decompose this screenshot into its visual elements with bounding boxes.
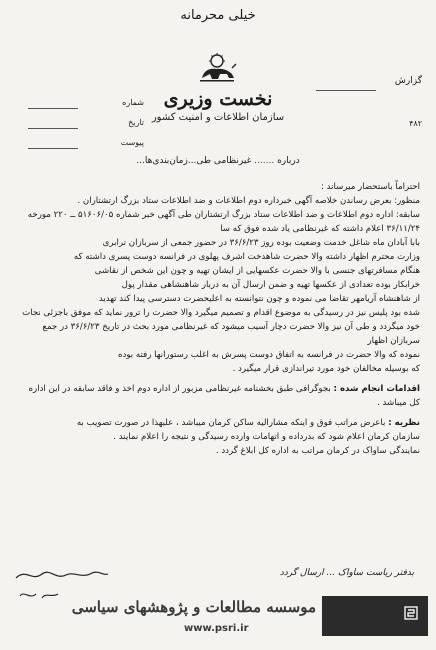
opening-line: احتراماً باستحضار میرساند : bbox=[321, 182, 420, 192]
body-line: که بوسیله مخالفان خود مورد تیراندازی قرار میگیرد . bbox=[232, 364, 420, 374]
actions-section bbox=[16, 382, 420, 410]
handwritten-note: بدفتر ریاست ساواک ... ارسال گردد bbox=[279, 568, 414, 578]
opinion-line: باعرض مراتب فوق و اینکه مشارالیه ساکن کرمان میباشد ، علیهذا در صورت تصویب به bbox=[76, 418, 386, 428]
report-field-line bbox=[316, 90, 376, 91]
date-label: تاریخ bbox=[128, 118, 144, 127]
body-line: نموده که والا حضرت در فرانسه به اتفاق دوست پسرش به اغلب رستورانها رفته بوده bbox=[118, 350, 420, 360]
body-line: منظور: بعرض رساندن خلاصه آگهی خبرداره دوم اطلاعات و ضد اطلاعات ستاد بزرگ ارتشتاران . bbox=[77, 196, 420, 206]
report-label: گزارش bbox=[394, 76, 422, 86]
body-line: سابقه: اداره دوم اطلاعات و ضد اطلاعات ستاد بزرگ ارتشتاران طی آگهی خبر شماره ۵۱۶۰۶/۰۵ ــ ۲۲۰ مورخه ۳۶/۱۱/۲۴ اعلام داشته که غیرنظامی یاد شده فوق که سا bbox=[27, 210, 420, 234]
body-line: وزارت محترم اظهار داشته والا حضرت شاهدخت اشرف پهلوی در فرانسه دوست پسری داشته که bbox=[73, 252, 420, 262]
document-number: ۴۸۲ bbox=[409, 119, 422, 128]
classification-stamp: خیلی محرمانه bbox=[180, 8, 256, 23]
watermark-institute-name: موسسه مطالعات و پژوهشهای سیاسی bbox=[71, 598, 316, 616]
organization-name: سازمان اطلاعات و امنیت کشور bbox=[151, 112, 285, 123]
opinion-label: نظریه : bbox=[388, 418, 420, 428]
opinion-line: نمایندگی ساواک در کرمان مراتب به اداره کل ابلاغ گردد . bbox=[215, 446, 420, 456]
body-line: خرابکار بوده تعدادی از عکسها تهیه و ضمن ارسال آن به دربار شاهنشاهی مقدار پول bbox=[121, 280, 420, 290]
body-line: شده بود پلیس نیز در رسیدگی به موضوع اقدام و تصمیم میگیرد والا حضرت را ترور نماید که موفق باجزئی نجات bbox=[22, 308, 420, 318]
institute-logo-icon bbox=[404, 606, 418, 620]
topic-prefix: درباره bbox=[277, 156, 300, 166]
watermark-url[interactable]: www.psri.ir bbox=[184, 623, 249, 634]
opinion-line: سازمان کرمان اعلام شود که بدرداده و اتهامات وارده رسیدگی و نتیجه را اعلام نمایند . bbox=[113, 432, 420, 442]
opinion-section bbox=[16, 416, 420, 430]
letter-body bbox=[16, 180, 420, 458]
handwritten-signature-icon bbox=[12, 566, 112, 584]
attachment-label: پیوست bbox=[120, 138, 144, 147]
body-line: بابا آبادان ماه شاغل خدمت وضعیت بوده روز ۳۶/۶/۲۳ در حضور جمعی از سربازان ترابری bbox=[102, 238, 420, 248]
topic-text: غیرنظامی طی...زمان‌بندی‌ها... bbox=[136, 156, 252, 166]
number-field-line bbox=[28, 108, 78, 109]
date-field-line bbox=[28, 128, 78, 129]
topic-line bbox=[0, 156, 436, 166]
ministry-title: نخست وزیری bbox=[163, 88, 273, 110]
number-label: شماره bbox=[122, 98, 144, 107]
actions-text: بجوگرافی طبق بخشنامه غیرنظامی مزبور از اداره دوم اخذ و فاقد سابقه در این اداره کل میباشد . bbox=[28, 384, 420, 408]
body-line: خود میگردد و طی آن نیز والا حضرت دچار آسیب میشود که غیرنظامی مورد بحث در تاریخ ۳۶/۶/۲۳ در جمع سربازان اظهار bbox=[42, 322, 420, 346]
body-line: از شاهنشاه آریامهر تقاضا می نموده و چون نتوانسته به اعلیحضرت دسترسی پیدا کند تهدید bbox=[98, 294, 420, 304]
topic-dots: ....... bbox=[254, 156, 275, 166]
attachment-field-line bbox=[28, 148, 78, 149]
actions-label: اقدامات انجام شده : bbox=[333, 384, 420, 394]
body-line: هنگام مسافرتهای جنسی با والا حضرت عکسهایی از ایشان تهیه و چون این شخص از نقاشی bbox=[94, 266, 420, 276]
lion-and-sun-emblem-icon bbox=[196, 52, 238, 84]
